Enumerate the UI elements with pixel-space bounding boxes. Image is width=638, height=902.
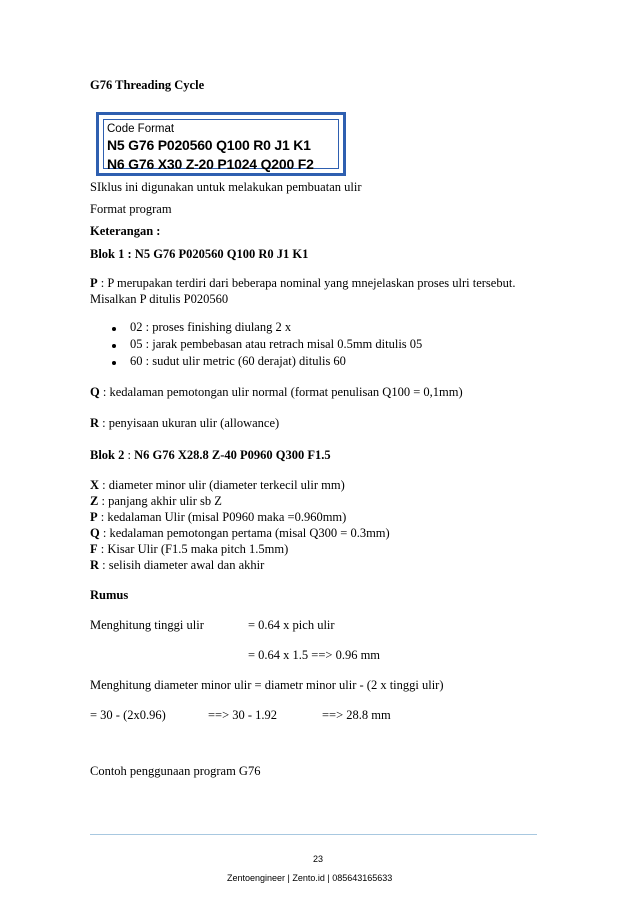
param-letter: P <box>90 510 98 524</box>
bullet-icon <box>112 344 116 348</box>
param-letter: R <box>90 558 100 572</box>
param-letter: Z <box>90 494 99 508</box>
formula3-b: ==> 30 - 1.92 <box>208 708 278 722</box>
list-item <box>90 542 288 557</box>
blok2-heading <box>90 448 331 463</box>
blok2-sep: : <box>124 448 135 462</box>
footer-info: Zentoengineer | Zento.id | 085643165633 <box>227 873 393 883</box>
param-letter: F <box>90 542 98 556</box>
rumus-heading: Rumus <box>90 588 129 602</box>
code-format-caption: Code Format <box>107 123 175 135</box>
page-number: 23 <box>313 854 324 864</box>
param-text: : selisih diameter awal dan akhir <box>99 558 265 572</box>
blok2-code: N6 G76 X28.8 Z-40 P0960 Q300 F1.5 <box>134 448 331 462</box>
param-text: : Kisar Ulir (F1.5 maka pitch 1.5mm) <box>97 542 289 556</box>
param-letter: Q <box>90 526 100 540</box>
keterangan-heading: Keterangan : <box>90 224 161 238</box>
list-item <box>90 510 346 525</box>
param-text: : kedalaman Ulir (misal P0960 maka =0.960mm) <box>97 510 347 524</box>
q-description <box>90 385 463 400</box>
formula1-label: Menghitung tinggi ulir <box>90 618 204 632</box>
q-text: : kedalaman pemotongan ulir normal (format penulisan Q100 = 0,1mm) <box>99 385 463 399</box>
code-line-2: N6 G76 X30 Z-20 P1024 Q200 F2 <box>107 156 314 172</box>
param-text: : diameter minor ulir (diameter terkecil ulir mm) <box>99 478 345 492</box>
p-letter: P <box>90 276 98 290</box>
r-description <box>90 416 279 431</box>
r-text: : penyisaan ukuran ulir (allowance) <box>99 416 280 430</box>
intro-line: SIklus ini digunakan untuk melakukan pembuatan ulir <box>90 180 362 194</box>
example-heading: Contoh penggunaan program G76 <box>90 764 261 778</box>
p-description <box>90 276 515 291</box>
footer-divider <box>90 834 537 835</box>
code-format-box <box>96 112 346 176</box>
list-item: 60 : sudut ulir metric (60 derajat) ditulis 60 <box>130 354 346 368</box>
page-title: G76 Threading Cycle <box>90 78 205 92</box>
bullet-icon <box>112 361 116 365</box>
formula3-c: ==> 28.8 mm <box>322 708 391 722</box>
list-item: 02 : proses finishing diulang 2 x <box>130 320 292 334</box>
list-item: 05 : jarak pembebasan atau retrach misal 0.5mm ditulis 05 <box>130 337 423 351</box>
param-letter: X <box>90 478 100 492</box>
param-text: : kedalaman pemotongan pertama (misal Q300 = 0.3mm) <box>99 526 390 540</box>
blok1-heading: Blok 1 : N5 G76 P020560 Q100 R0 J1 K1 <box>90 247 309 261</box>
list-item <box>90 478 345 493</box>
list-item <box>90 526 390 541</box>
p-text: : P merupakan terdiri dari beberapa nominal yang mnejelaskan proses ulri tersebut. <box>97 276 516 290</box>
blok2-label: Blok 2 <box>90 448 125 462</box>
q-letter: Q <box>90 385 100 399</box>
formula3-a: = 30 - (2x0.96) <box>90 708 166 722</box>
param-text: : panjang akhir ulir sb Z <box>98 494 222 508</box>
list-item <box>90 558 264 573</box>
r-letter: R <box>90 416 100 430</box>
formula2: Menghitung diameter minor ulir = diametr minor ulir - (2 x tinggi ulir) <box>90 678 444 692</box>
bullet-icon <box>112 327 116 331</box>
code-line-1: N5 G76 P020560 Q100 R0 J1 K1 <box>107 137 311 153</box>
p-description-line2: Misalkan P ditulis P020560 <box>90 292 229 306</box>
formula1-eq1: = 0.64 x pich ulir <box>248 618 335 632</box>
format-line: Format program <box>90 202 172 216</box>
formula1-eq2: = 0.64 x 1.5 ==> 0.96 mm <box>248 648 381 662</box>
list-item <box>90 494 222 509</box>
